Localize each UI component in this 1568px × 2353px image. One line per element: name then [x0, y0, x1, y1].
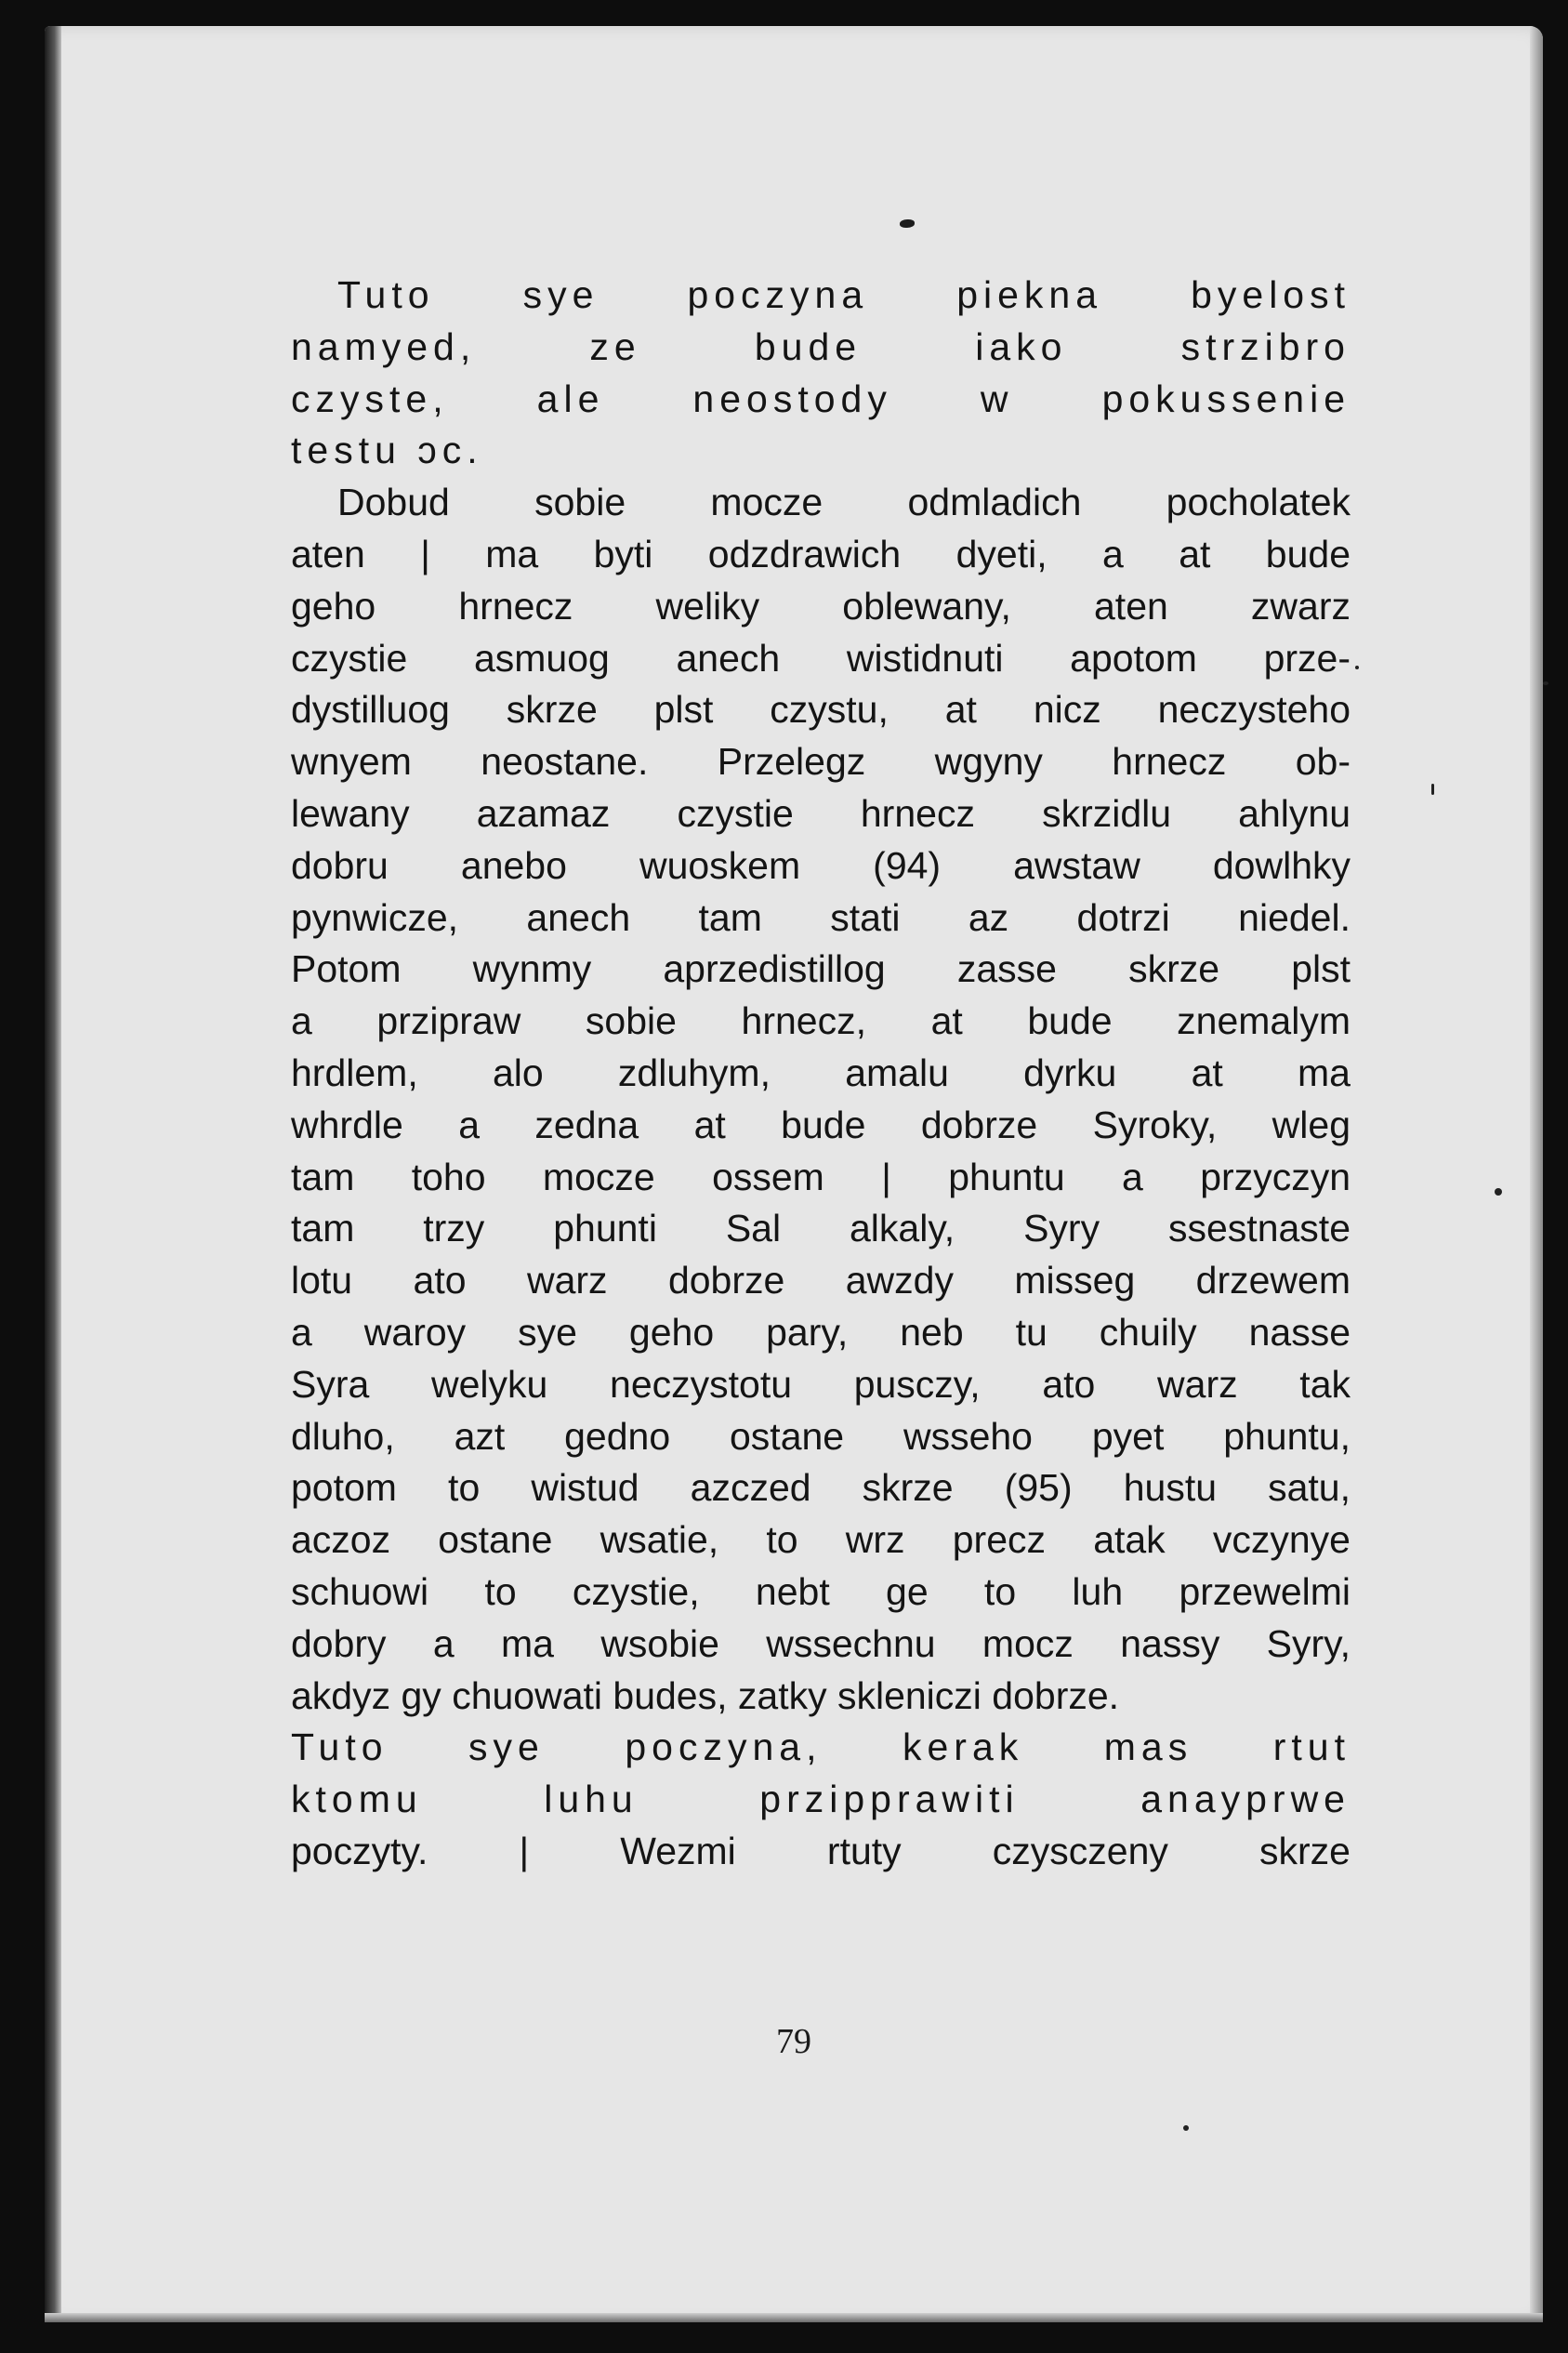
page-right-edge: [1530, 26, 1543, 2322]
text-line: schuowi to czystie, nebt ge to luh przewelmi: [291, 1569, 1351, 1613]
text-line: potom to wistud azczed skrze (95) hustu satu,: [291, 1466, 1351, 1510]
text-line: Potom wynmy aprzedistillog zasse skrze plst: [291, 947, 1351, 991]
ink-mark: [900, 219, 915, 228]
ink-speck: [1355, 666, 1359, 669]
text-line: geho hrnecz weliky oblewany, aten zwarz: [291, 584, 1351, 628]
ink-speck: [1431, 784, 1434, 795]
text-line: dystilluog skrze plst czystu, at nicz neczysteho: [291, 688, 1351, 732]
text-line: Tuto sye poczyna, kerak mas rtut: [291, 1725, 1351, 1769]
text-line: a waroy sye geho pary, neb tu chuily nasse: [291, 1310, 1351, 1354]
text-line: a przipraw sobie hrnecz, at bude znemalym: [291, 999, 1351, 1043]
text-line: poczyty. | Wezmi rtuty czysczeny skrze: [291, 1829, 1351, 1872]
text-line: dobru anebo wuoskem (94) awstaw dowlhky: [291, 843, 1351, 887]
text-line: lewany azamaz czystie hrnecz skrzidlu ahlynu: [291, 791, 1351, 835]
paragraph-3: [291, 1722, 1351, 1877]
text-line: hrdlem, alo zdluhym, amalu dyrku at ma: [291, 1051, 1351, 1094]
paragraph-1: [291, 270, 1351, 477]
text-line: dobry a ma wsobie wssechnu mocz nassy Syry,: [291, 1621, 1351, 1665]
text-line: aczoz ostane wsatie, to wrz precz atak vczynye: [291, 1518, 1351, 1562]
ink-speck: [1495, 1188, 1502, 1196]
text-line: czystie asmuog anech wistidnuti apotom prze-: [291, 636, 1351, 680]
ink-speck: [1183, 2125, 1189, 2131]
text-line: Syra welyku neczystotu pusczy, ato warz tak: [291, 1362, 1351, 1406]
text-line: tam trzy phunti Sal alkaly, Syry ssestnaste: [291, 1207, 1351, 1250]
page-bottom-edge: [45, 2313, 1543, 2322]
text-line: aten | ma byti odzdrawich dyeti, a at bude: [291, 532, 1351, 575]
text-line: whrdle a zedna at bude dobrze Syroky, wleg: [291, 1103, 1351, 1146]
paragraph-2: [291, 477, 1351, 1722]
text-line: pynwicze, anech tam stati az dotrzi niedel.: [291, 895, 1351, 939]
text-line: dluho, azt gedno ostane wsseho pyet phuntu,: [291, 1414, 1351, 1458]
text-line: testu ɔc.: [291, 429, 483, 472]
text-line: tam toho mocze ossem | phuntu a przyczyn: [291, 1155, 1351, 1198]
page-number: 79: [776, 2022, 811, 2061]
text-line: akdyz gy chuowati budes, zatky skleniczi dobrze.: [291, 1673, 1120, 1717]
text-line: ktomu luhu przipprawiti anayprwe: [291, 1778, 1351, 1821]
text-line: lotu ato warz dobrze awzdy misseg drzewem: [291, 1259, 1351, 1302]
text-line: Dobud sobie mocze odmladich pocholatek: [337, 481, 1351, 524]
book-binding-edge: [45, 26, 61, 2322]
body-text: [291, 270, 1351, 1878]
ink-speck: [1543, 681, 1548, 685]
text-line: namyed, ze bude iako strzibro: [291, 324, 1351, 368]
book-page: [45, 26, 1543, 2322]
text-line: wnyem neostane. Przelegz wgyny hrnecz ob-: [291, 740, 1351, 784]
text-line: Tuto sye poczyna piekna byelost: [337, 273, 1351, 316]
text-line: czyste, ale neostody w pokussenie: [291, 377, 1351, 420]
